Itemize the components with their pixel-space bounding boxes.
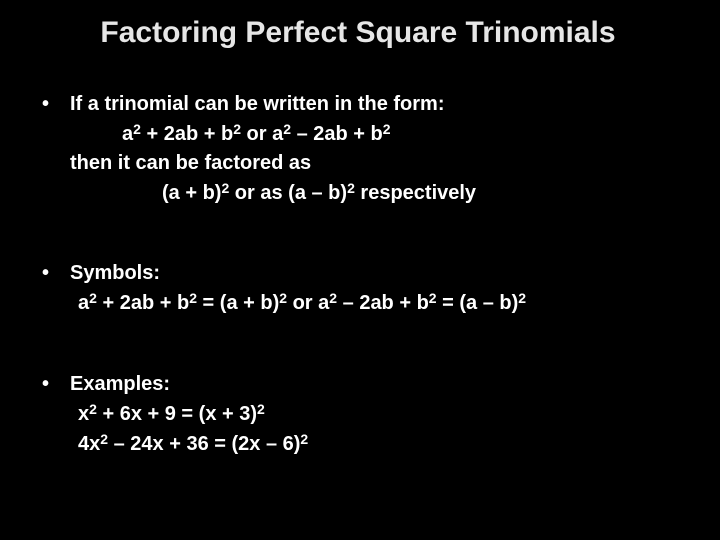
- exponent: 2: [133, 121, 141, 137]
- exponent: 2: [279, 290, 288, 306]
- exponent: 2: [382, 121, 391, 137]
- slide-title: Factoring Perfect Square Trinomials: [100, 16, 616, 49]
- exponent: 2: [189, 290, 197, 306]
- exponent: 2: [89, 290, 97, 306]
- exponent: 2: [428, 290, 437, 306]
- exponent: 2: [329, 290, 338, 306]
- exponent: 2: [100, 431, 109, 447]
- symbols-heading: Symbols:: [70, 262, 161, 284]
- exponent: 2: [221, 180, 230, 196]
- exponent: 2: [257, 401, 265, 417]
- exponent: 2: [233, 121, 241, 137]
- exponent: 2: [347, 180, 355, 196]
- bullet-marker: •: [42, 262, 50, 284]
- exponent: 2: [283, 121, 292, 137]
- bullet-marker: •: [42, 373, 50, 395]
- example-line-1: $x^2 + 6x + 9 = (x + 3)^2$: [78, 401, 265, 425]
- example-line-2: $4x^2 - 24x + 36 = (2x - 6)^2$: [78, 431, 309, 455]
- bullet-marker: •: [42, 93, 50, 115]
- symbols-formula-line: $a^2 + 2ab + b^2 = (a + b)^2$ or $a^2 - 2ab + b^2 = (a - b)^2$: [78, 290, 527, 314]
- exponent: 2: [89, 401, 97, 417]
- form-expression-line: $a^2 + 2ab + b^2$ or $a^2 - 2ab + b^2$: [122, 121, 391, 145]
- examples-heading: Examples:: [70, 373, 171, 395]
- factored-intro-line: then it can be factored as: [70, 152, 312, 174]
- exponent: 2: [518, 290, 527, 306]
- exponent: 2: [300, 431, 309, 447]
- form-intro-line: If a trinomial can be written in the form:: [70, 93, 445, 115]
- factored-expression-line: $(a + b)^2$ or as (a – b)$^2$ respectively: [162, 180, 477, 204]
